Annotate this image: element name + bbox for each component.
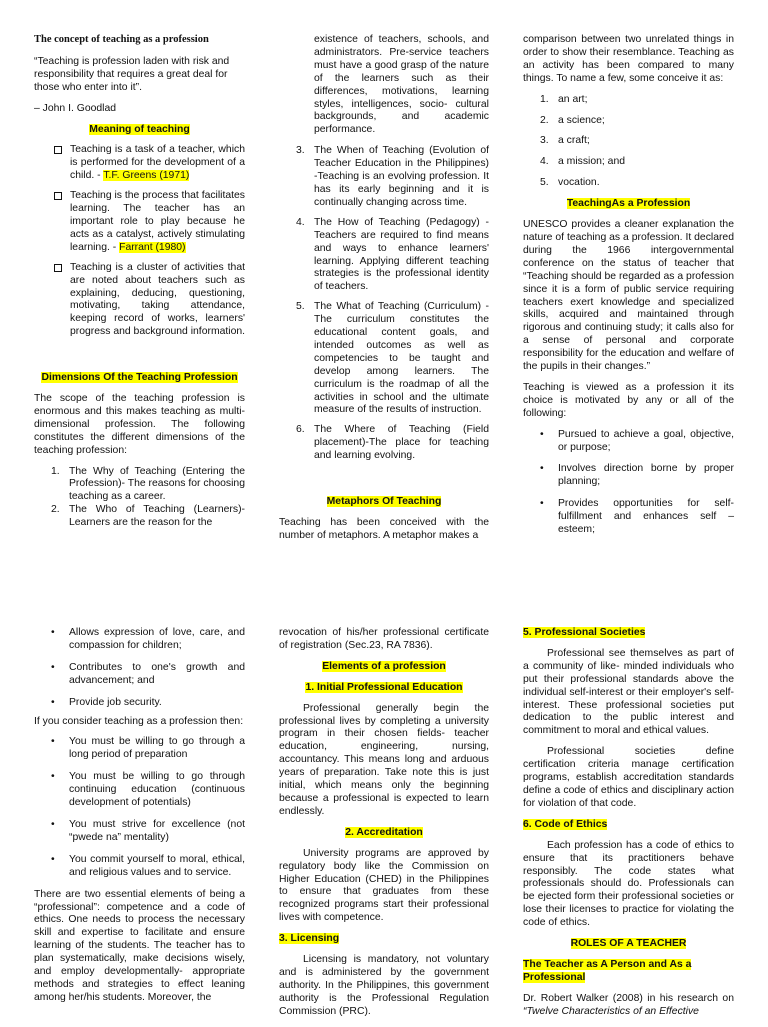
elements-heading: Elements of a profession: [322, 660, 446, 672]
column-2: [279, 34, 489, 551]
continued-text: comparison between two unrelated things in order to show their resemblance. Teaching as an activity has been compared to many things. To name a few, some conceive it as:: [523, 34, 734, 84]
document-title: The concept of teaching as a profession: [34, 34, 209, 45]
checkbox-bullet-icon: [54, 146, 62, 154]
bullet-icon: •: [540, 463, 544, 475]
list-item: 2. The Who of Teaching (Learners)- Learners are the reason for the: [51, 504, 245, 529]
list-item: Teaching is the process that facilitates learning. The teacher has an important role to play because he acts as a catalyst, actively stimulating learning. - Farrant (1980): [34, 190, 245, 255]
must-list: [34, 736, 245, 879]
person-heading: The Teacher as A Person and As a Professional: [523, 958, 692, 983]
list-item: 4. a mission; and: [540, 156, 625, 168]
profession-heading: TeachingAs a Profession: [566, 198, 691, 210]
list-item: • Allows expression of love, care, and compassion for children;: [51, 627, 245, 651]
bullet-icon: •: [51, 736, 55, 748]
initial-education-text: Professional generally begin the professional lives by completing a university program in their chosen fields- teacher education, engineering, nursing, accountancy. This means long and arduous years of preparation. Take note this is just initial, which means only the beginning because a professional is expected to learn endlessly.: [279, 702, 489, 817]
conceive-list: [523, 94, 734, 191]
accreditation-heading: 2. Accreditation: [345, 826, 423, 838]
bullet-icon: •: [540, 498, 544, 510]
roles-heading: ROLES OF A TEACHER: [570, 938, 687, 950]
list-item: • Provide job security.: [51, 696, 162, 708]
list-item: 1. an art;: [540, 93, 588, 105]
bullet-icon: •: [540, 428, 544, 440]
meaning-list: [34, 144, 245, 339]
professional-societies-heading: 5. Professional Societies: [523, 627, 646, 638]
bullet-icon: •: [51, 853, 55, 865]
licensing-text: Licensing is mandatory, not voluntary and is administered by the government authority. In the Philippines, this government authority is the Professional Regulation Commission (PRC).: [279, 954, 489, 1017]
list-item: 3. The When of Teaching (Evolution of Teacher Education in the Philippines) -Teaching is an evolving profession. It has its early beginning and it is continually changing across time.: [296, 145, 489, 208]
list-item: 6. The Where of Teaching (Field placement)-The place for teaching and learning evolving.: [296, 424, 489, 462]
list-item: • You commit yourself to moral, ethical, and religious values and to service.: [51, 853, 245, 878]
meaning-heading: Meaning of teaching: [89, 123, 190, 135]
motive-list: [523, 429, 734, 537]
bullet-icon: •: [51, 661, 55, 673]
list-item: Teaching is a cluster of activities that are noted about teachers such as explaining, deducing, questioning, motivating, taking attendance, keeping record of works, learners' progress and background information.: [34, 262, 245, 339]
initial-education-heading: 1. Initial Professional Education: [305, 681, 463, 693]
checkbox-bullet-icon: [54, 264, 62, 272]
dimensions-heading: Dimensions Of the Teaching Profession: [41, 372, 238, 384]
professional-societies-text-1: Professional see themselves as part of a community of like- minded individuals who put their professional standards above the individual self-interest or their employer's self-interest. These professional societies put dedication to the public interest and commitment to moral and ethical values.: [523, 647, 734, 737]
list-item: • Involves direction borne by proper planning;: [540, 463, 734, 488]
code-of-ethics-text: Each profession has a code of ethics to ensure that its practitioners behave responsibly. The code states what professionals should do. Professionals can be ejected form their professional societies or lose their licenses to practice for violating the code of ethics.: [523, 839, 734, 929]
metaphors-heading: Metaphors Of Teaching: [326, 496, 442, 508]
list-item: 5. The What of Teaching (Curriculum) - The curriculum constitutes the educational content goals, and intended outcomes as well as competencies to be taught and develop among learners. The curriculum is the roadmap of all the activities in school and the ultimate measure of the results of instruction.: [296, 301, 489, 416]
column-3: [523, 34, 734, 546]
essential-text: There are two essential elements of being a “professional”: competence and a code of ethics. One needs to process the necessary skill and expertise to facilitate and ensure learning of the students. The teacher has to plan systematically, make decisions wisely, and employ developmentally- appropriate methods and strategies to effect leaning among her/his students. Moreover, the: [34, 888, 245, 1003]
list-item: • Provides opportunities for self-fulfillment and enhances self – esteem;: [540, 498, 734, 536]
list-item: 2. a science;: [540, 114, 605, 126]
list-item: • You must be willing to go through continuing education (continuous development of potentials): [51, 771, 245, 809]
list-item: 4. The How of Teaching (Pedagogy) - Teachers are required to find means and ways to enhance learners' learning. Applying different teaching strategies is the professional identity of teachers.: [296, 216, 489, 293]
checkbox-bullet-icon: [54, 192, 62, 200]
walker-text: Dr. Robert Walker (2008) in his research on “Twelve Characteristics of an Effective: [523, 992, 734, 1017]
continued-text: revocation of his/her professional certificate of registration (Sec.23, RA 7836).: [279, 627, 489, 651]
continued-text: existence of teachers, schools, and administrators. Pre-service teachers must have a good grasp of the nature of the learners such as their differences, motivations, learning styles, intelligences, socio- cultural backgrounds, and academic performance.: [314, 34, 489, 136]
list-item: Teaching is a task of a teacher, which is performed for the development of a child. - T.F. Greens (1971): [34, 144, 245, 183]
consider-text: If you consider teaching as a profession then:: [34, 715, 244, 727]
unesco-text: UNESCO provides a cleaner explanation the nature of teaching as a profession. It declared during the 1966 intergovernmental conference on the status of teacher that “Teaching should be regarded as a profession since it is a form of public service requiring teachers exert knowledge and specialized skills, acquired and maintained through rigorous and continuing study; it calls also for a sense of personal and corporate responsibility for the education and welfare of the pupils in their changes.”: [523, 219, 734, 373]
viewed-text: Teaching is viewed as a profession it its choice is motivated by any or all of the following:: [523, 381, 734, 419]
dimensions-intro: The scope of the teaching profession is enormous and this makes teaching as multi-dimensional profession. The following constitutes the different dimensions of the teaching profession:: [34, 393, 245, 456]
list-item: • Pursued to achieve a goal, objective, or purpose;: [540, 428, 734, 453]
column-1: [34, 34, 245, 530]
opening-quote: “Teaching is profession laden with risk and responsibility that requires a great deal for those who enter into it”.: [34, 55, 230, 93]
list-item: • You must be willing to go through a long period of preparation: [51, 736, 245, 761]
column-6: [523, 627, 734, 1027]
list-item: 1. The Why of Teaching (Entering the Profession)- The reasons for choosing teaching as a career.: [51, 465, 245, 503]
list-item: 5. vocation.: [540, 177, 600, 189]
bullet-icon: •: [51, 696, 55, 708]
code-of-ethics-heading: 6. Code of Ethics: [523, 818, 608, 830]
column-5: [279, 627, 489, 1027]
dimensions-list-continued: [279, 145, 489, 463]
column-4: [34, 627, 245, 1013]
bullet-icon: •: [51, 771, 55, 783]
list-item: • You must strive for excellence (not “pwede na” mentality): [51, 818, 245, 843]
list-item: • Contributes to one's growth and advancement; and: [51, 661, 245, 686]
professional-societies-text-2: Professional societies define certification criteria manage certification programs, establish accreditation standards define a code of ethics and disciplinary action for violation of that code.: [523, 746, 734, 809]
motive-list-continued: [34, 627, 245, 710]
list-item: 3. a craft;: [540, 135, 590, 147]
metaphors-text: Teaching has been conceived with the number of metaphors. A metaphor makes a: [279, 517, 489, 541]
licensing-heading: 3. Licensing: [279, 933, 340, 945]
bullet-icon: •: [51, 627, 55, 638]
bullet-icon: •: [51, 818, 55, 830]
accreditation-text: University programs are approved by regulatory body like the Commission on Higher Education (CHED) in the Philippines to ensure that graduates from these recognized programs start their professional lives with competence.: [279, 847, 489, 924]
quote-author: – John I. Goodlad: [34, 102, 117, 114]
dimensions-list: [34, 466, 245, 531]
